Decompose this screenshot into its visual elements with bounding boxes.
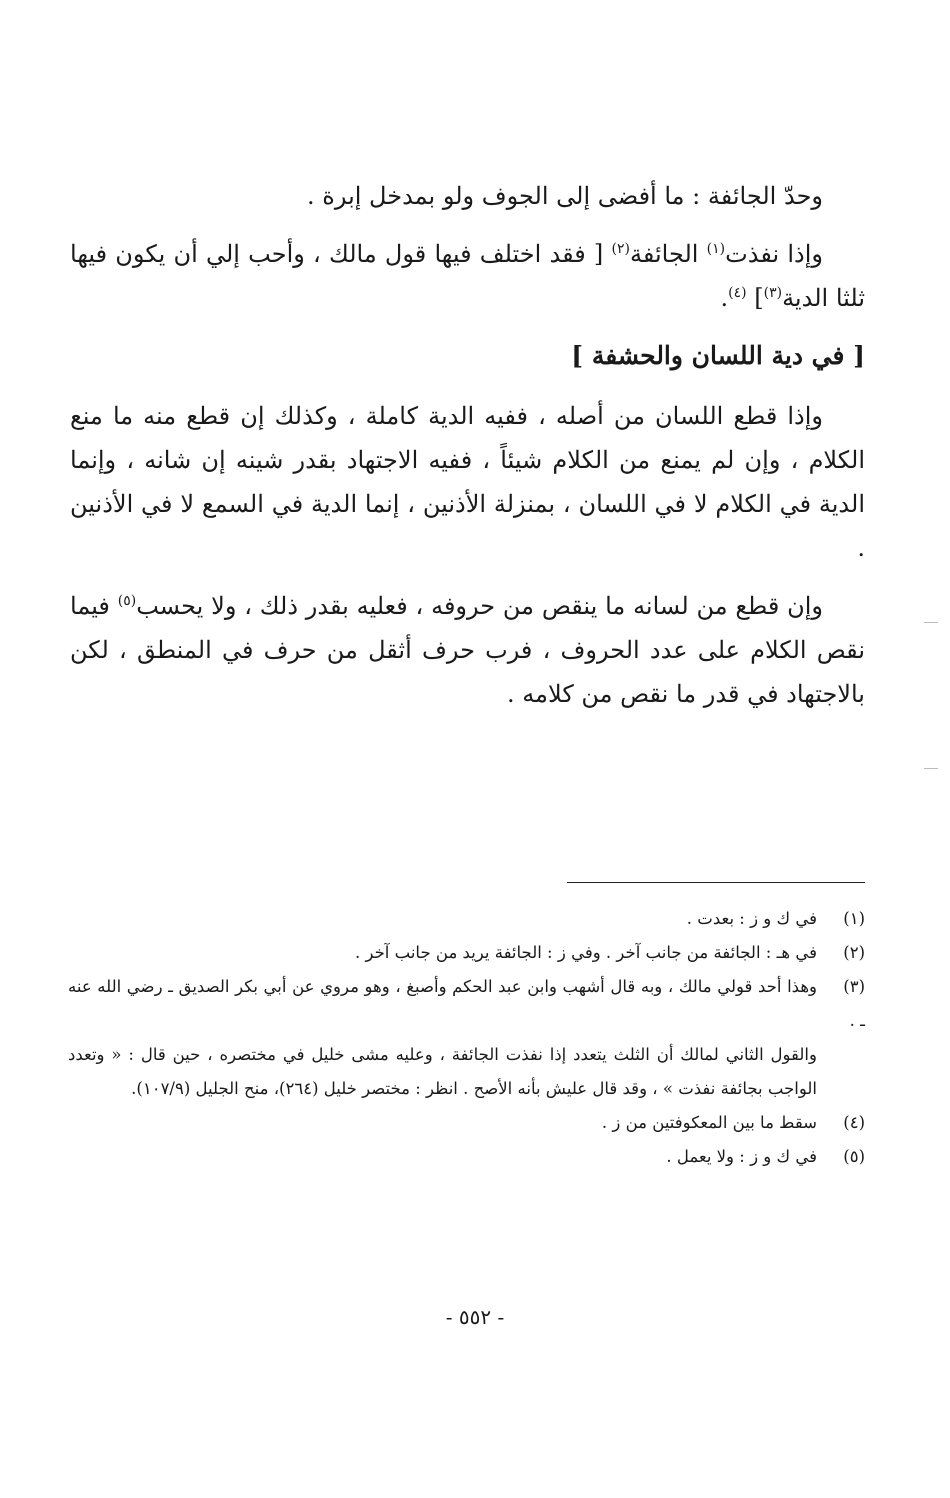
footnote-ref-3[interactable]: (٣) — [763, 285, 783, 301]
footnote-1: (١)في ك و ز : بعدت . — [68, 902, 865, 936]
footnote-2: (٢)في هـ : الجائفة من جانب آخر . وفي ز : الجائفة يريد من جانب آخر . — [68, 936, 865, 970]
footnote-number: (٣) — [843, 977, 865, 996]
paragraph-3: وإذا قطع اللسان من أصله ، ففيه الدية كاملة ، وكذلك إن قطع منه ما منع الكلام ، وإن لم يمنع من الكلام شيئاً ، ففيه الاجتهاد بقدر شينه إن شانه ، وإنما الدية في الكلام لا في اللسان ، بمنزلة الأذنين ، إنما الدية في السمع لا في الأذنين . — [70, 402, 865, 562]
page-number: - ٥٥٢ - — [445, 1305, 505, 1329]
paragraph-1: وحدّ الجائفة : ما أفضى إلى الجوف ولو بمدخل إبرة . — [307, 182, 823, 210]
main-text — [70, 174, 865, 716]
footnote-3: (٣)وهذا أحد قولي مالك ، وبه قال أشهب وابن عبد الحكم وأصبغ ، وهو مروي عن أبي بكر الصديق ـ رضي الله عنه ـ . — [68, 970, 865, 1038]
scan-edge-mark — [924, 622, 938, 623]
footnote-number: (١) — [843, 909, 865, 928]
footnote-ref-2[interactable]: (٢) — [611, 241, 630, 257]
paragraph-2: وإذا نفذت$^{(١)}$ الجائفة$^{(٢)}$ [ فقد اختلف فيها قول مالك ، وأحب إلي أن يكون فيها ثلثا الدية$^{(٣)}$] $^{(٤)}$. — [70, 240, 865, 312]
footnote-ref-5[interactable]: (٥) — [117, 593, 137, 609]
paragraph-4: وإن قطع من لسانه ما ينقص من حروفه ، فعليه بقدر ذلك ، ولا يحسب$^{(٥)}$ فيما نقص الكلام على عدد الحروف ، فرب حرف أثقل من حرف في المنطق ، لكن بالاجتهاد في قدر ما نقص من كلامه . — [70, 592, 865, 708]
section-heading: [ في دية اللسان والحشفة ] — [571, 341, 865, 370]
footnote-4: (٤)سقط ما بين المعكوفتين من ز . — [68, 1106, 865, 1140]
footnote-3-continuation: والقول الثاني لمالك أن الثلث يتعدد إذا نفذت الجائفة ، وعليه مشى خليل في مختصره ، حين قال : « وتعدد الواجب بجائفة نفذت » ، وقد قال عليش بأنه الأصح . انظر : مختصر خليل (٢٦٤)، منح الجليل (١٠٧/٩). — [68, 1045, 817, 1098]
footnotes — [68, 902, 865, 1174]
footnote-number: (٥) — [843, 1147, 865, 1166]
footnote-ref-4[interactable]: (٤) — [728, 285, 747, 301]
footnote-number: (٢) — [843, 943, 865, 962]
footnote-ref-1[interactable]: (١) — [706, 241, 726, 257]
scan-edge-mark — [924, 768, 938, 769]
footnote-separator — [567, 882, 865, 883]
footnote-5: (٥)في ك و ز : ولا يعمل . — [68, 1140, 865, 1174]
footnote-number: (٤) — [843, 1113, 865, 1132]
